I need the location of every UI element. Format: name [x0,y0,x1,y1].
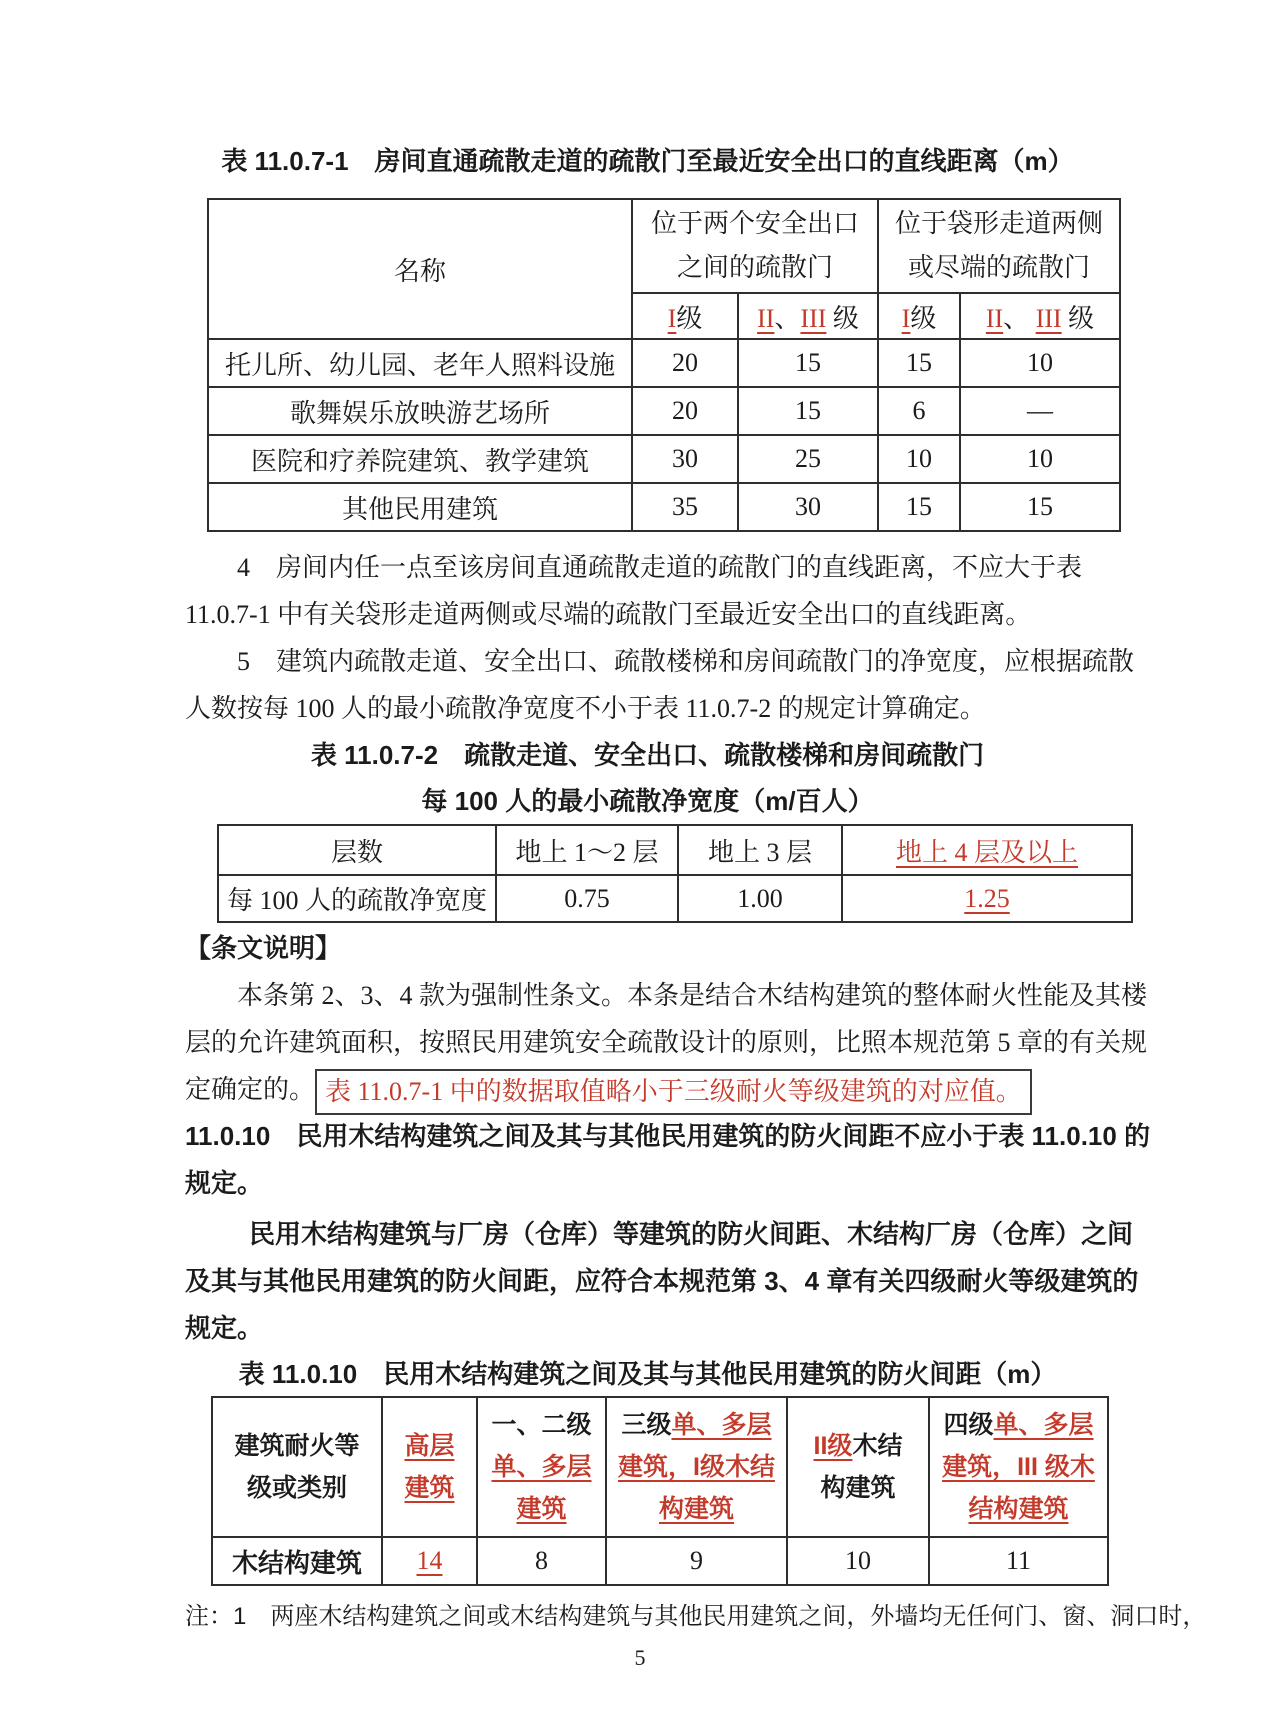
table-row [218,875,1132,922]
table-cell: 一、二级 单、多层 建筑 [477,1397,606,1537]
table-11-0-7-1 [207,198,1121,532]
table-cell: 30 [632,435,738,483]
table-11-0-7-1-caption: 表 11.0.7-1 房间直通疏散走道的疏散门至最近安全出口的直线距离（m） [221,146,1074,176]
table-cell: 10 [878,435,960,483]
table-cell: 托儿所、幼儿园、老年人照料设施 [208,339,632,387]
paragraph-item-4 [185,544,1110,638]
table-11-0-10 [211,1396,1109,1586]
grade-cell: I级 [878,293,960,339]
table-cell: 建筑耐火等 级或类别 [212,1397,382,1537]
table-cell: 地上 1～2 层 [496,825,678,875]
table-row [208,435,1120,483]
table-row [208,339,1120,387]
table-cell: 14 [382,1537,477,1585]
text-line: 本条第 2、3、4 款为强制性条文。本条是结合木结构建筑的整体耐火性能及其楼 [237,981,1148,1010]
table-cell: 三级单、多层 建筑，I级木结 构建筑 [606,1397,787,1537]
table-cell: 20 [632,387,738,435]
table-cell: 20 [632,339,738,387]
table-cell: 地上 3 层 [678,825,842,875]
table-cell: 6 [878,387,960,435]
clause-11-0-10 [185,1113,1151,1207]
table-cell: 每 100 人的疏散净宽度 [218,875,496,922]
highlighted-boxed-text: 表 11.0.7-1 中的数据取值略小于三级耐火等级建筑的对应值。 [315,1069,1032,1115]
text-line: 规定。 [185,1168,264,1198]
text-line: 5 建筑内疏散走道、安全出口、疏散楼梯和房间疏散门的净宽度，应根据疏散 [237,647,1135,676]
table-cell: 35 [632,483,738,531]
table-cell: 木结构建筑 [212,1537,382,1585]
table-cell: 高层 建筑 [382,1397,477,1537]
table-cell: 15 [878,483,960,531]
table-header-row [218,825,1132,875]
header-group-two-exits: 位于两个安全出口 之间的疏散门 [632,199,878,293]
table-header-row [208,199,1120,293]
table-cell: 1.00 [678,875,842,922]
text-line: 11.0.10 民用木结构建筑之间及其与其他民用建筑的防火间距不应小于表 11.0.10 的 [185,1121,1151,1151]
table-cell: 地上 4 层及以上 [842,825,1132,875]
table-row [208,387,1120,435]
header-group-dead-end: 位于袋形走道两侧 或尽端的疏散门 [878,199,1120,293]
table-cell: — [960,387,1120,435]
grade-cell: II、III 级 [738,293,878,339]
table-row [212,1537,1108,1585]
text-line: 及其与其他民用建筑的防火间距，应符合本规范第 3、4 章有关四级耐火等级建筑的 [185,1266,1139,1296]
text-line: 层的允许建筑面积，按照民用建筑安全疏散设计的原则，比照本规范第 5 章的有关规 [185,1028,1148,1057]
table-11-0-7-2 [217,824,1133,923]
page-content [185,0,1207,1632]
text-line: 11.0.7-1 中有关袋形走道两侧或尽端的疏散门至最近安全出口的直线距离。 [185,600,1032,629]
table-cell: 15 [878,339,960,387]
table-cell: 15 [738,339,878,387]
header-cell-name: 名称 [208,199,632,339]
grade-cell: II、 III 级 [960,293,1120,339]
table-11-0-7-2-caption: 表 11.0.7-2 疏散走道、安全出口、疏散楼梯和房间疏散门 每 100 人的最小疏散净宽度（m/百人） [310,740,985,816]
explanation-paragraph [185,972,1148,1113]
text-line: 4 房间内任一点至该房间直通疏散走道的疏散门的直线距离，不应大于表 [237,553,1083,582]
table-note: 注：1 两座木结构建筑之间或木结构建筑与其他民用建筑之间，外墙均无任何门、窗、洞口时， [185,1603,1207,1630]
table-cell: 层数 [218,825,496,875]
page-number: 5 [634,1645,646,1670]
table-cell: 10 [787,1537,929,1585]
table-cell: 8 [477,1537,606,1585]
table-row [208,483,1120,531]
table-cell: 四级单、多层 建筑，III 级木 结构建筑 [929,1397,1108,1537]
table-cell: 15 [960,483,1120,531]
clause-11-0-10-paragraph-2 [185,1211,1139,1352]
table-cell: 9 [606,1537,787,1585]
table-cell: 25 [738,435,878,483]
table-11-0-10-caption: 表 11.0.10 民用木结构建筑之间及其与其他民用建筑的防火间距（m） [238,1359,1057,1389]
table-cell: 医院和疗养院建筑、教学建筑 [208,435,632,483]
grade-cell: I级 [632,293,738,339]
table-header-row [212,1397,1108,1537]
paragraph-item-5 [185,638,1135,732]
table-cell: 10 [960,435,1120,483]
text-line: 规定。 [185,1313,264,1343]
table-cell: 10 [960,339,1120,387]
text-line: 民用木结构建筑与厂房（仓库）等建筑的防火间距、木结构厂房（仓库）之间 [249,1219,1134,1249]
text-line: 定确定的。 表 11.0.7-1 中的数据取值略小于三级耐火等级建筑的对应值。 [185,1066,1110,1113]
table-cell: 11 [929,1537,1108,1585]
table-cell: II级木结 构建筑 [787,1397,929,1537]
table-cell: 其他民用建筑 [208,483,632,531]
text-line: 人数按每 100 人的最小疏散净宽度不小于表 11.0.7-2 的规定计算确定。 [185,694,986,723]
table-cell: 30 [738,483,878,531]
table-cell: 1.25 [842,875,1132,922]
table-cell: 0.75 [496,875,678,922]
explanation-section-label: 【条文说明】 [185,933,342,963]
table-cell: 歌舞娱乐放映游艺场所 [208,387,632,435]
table-cell: 15 [738,387,878,435]
